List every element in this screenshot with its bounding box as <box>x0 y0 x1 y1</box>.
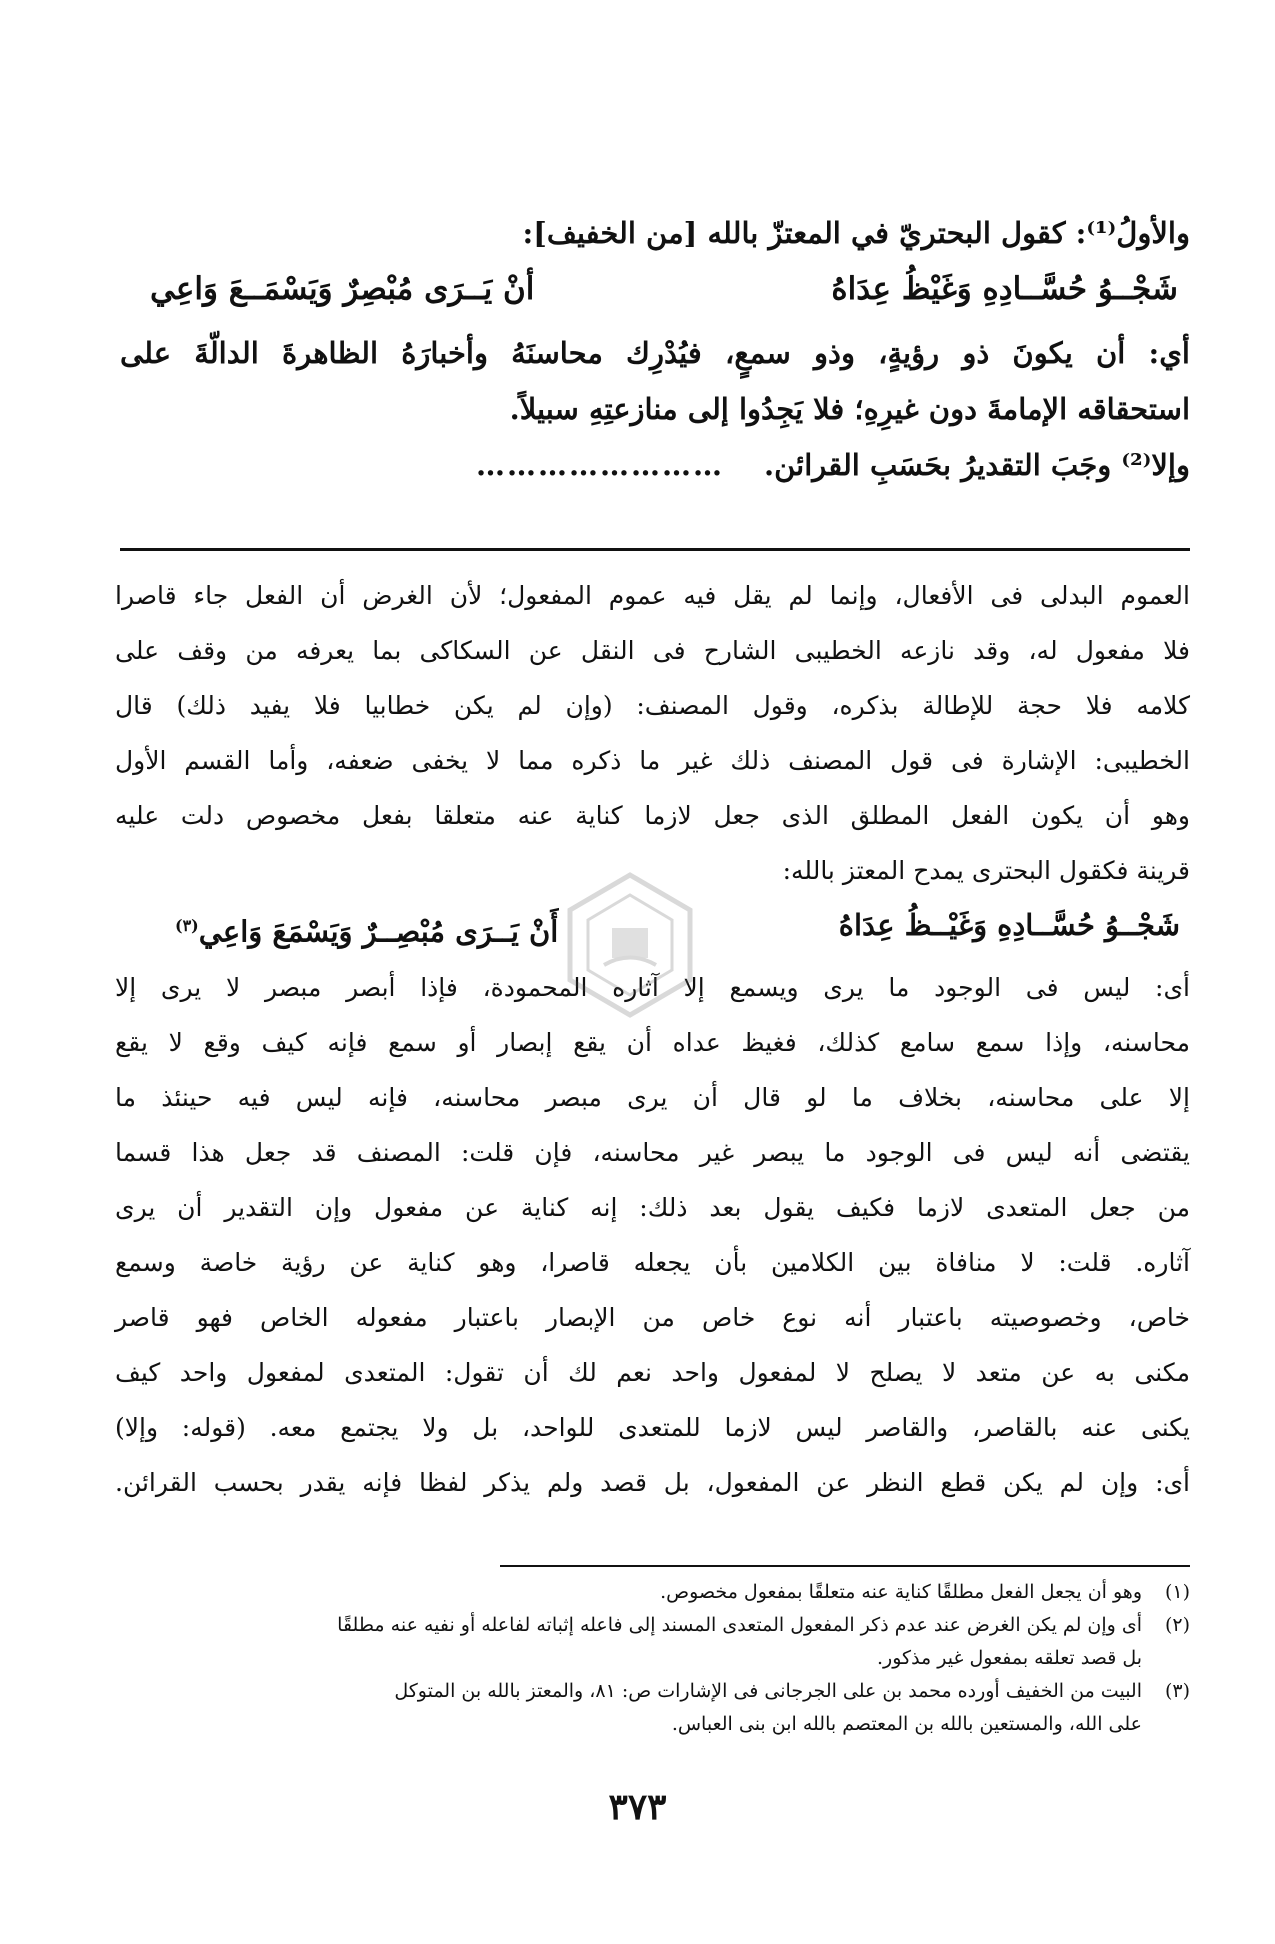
commentary-line: كلامه فلا حجة للإطالة بذكره، وقول المصنف: (وإن لم يكن خطابيا فلا يفيد ذلك) قال <box>115 691 1190 720</box>
commentary-line: آثاره. قلت: لا منافاة بين الكلامين بأن يجعله قاصرا، وهو كناية عن رؤية خاصة وسمع <box>115 1247 1190 1277</box>
closing-line <box>120 437 1190 493</box>
explanation-line: استحقاقه الإمامةَ دون غيرِهِ؛ فلا يَجِدُوا إلى منازعتِهِ سبيلاً. <box>509 392 1190 426</box>
footnote-number: (٣) <box>1164 1680 1190 1702</box>
commentary-line: أى: وإن لم يكن قطع النظر عن المفعول، بل قصد ولم يذكر لفظا فإنه يقدر بحسب القرائن. <box>115 1467 1190 1497</box>
footnote-text <box>115 1609 1142 1675</box>
footnote-item <box>115 1675 1190 1741</box>
footnote-line: وهو أن يجعل الفعل مطلقًا كناية عنه متعلقًا بمفعول مخصوص. <box>660 1581 1142 1603</box>
verse-second-hemistich: أنْ يَــرَى مُبْصِرٌ وَيَسْمَــعَ وَاعِي <box>150 271 535 307</box>
commentary-line: إلا على محاسنه، بخلاف ما لو قال أن يرى مبصر محاسنه، فإنه ليس فيه حينئذ ما <box>115 1082 1190 1112</box>
footnote-text <box>115 1675 1142 1741</box>
closing-text: وإلا⁽²⁾ وجَبَ التقديرُ بحَسَبِ القرائن. <box>764 448 1190 482</box>
main-verse <box>120 261 1190 317</box>
library-seal-watermark <box>560 870 700 1020</box>
commentary-line: خاص، وخصوصيته باعتبار أنه نوع خاص من الإبصار باعتبار مفعوله الخاص فهو قاصر <box>115 1302 1190 1332</box>
dotted-leader: …………………… <box>476 448 724 482</box>
commentary-line: يكنى عنه بالقاصر، والقاصر ليس لازما للمتعدى للواحد، بل ولا يجتمع معه. (قوله: وإلا) <box>115 1412 1190 1442</box>
footnote-line: البيت من الخفيف أورده محمد بن على الجرجانى فى الإشارات ص: ٨١، والمعتز بالله بن المتوكل <box>394 1680 1142 1702</box>
footnote-number: (١) <box>1164 1581 1190 1603</box>
commentary-line: قرينة فكقول البحترى يمدح المعتز بالله: <box>782 856 1190 885</box>
footnote-number: (٢) <box>1164 1614 1190 1636</box>
verse-second-hemistich: أَنْ يَــرَى مُبْصِــرٌ وَيَسْمَعَ وَاعِي <box>198 914 559 949</box>
footnote-item <box>115 1609 1190 1675</box>
commentary-line: وهو أن يكون الفعل المطلق الذى جعل لازما كناية عنه متعلقا بفعل مخصوص دلت عليه <box>115 801 1190 830</box>
commentary-line: يقتضى أنه ليس فى الوجود ما يبصر غير محاسنه، فإن قلت: المصنف قد جعل هذا قسما <box>115 1137 1190 1167</box>
commentary-line: مكنى به عن متعد لا يصلح لا لمفعول واحد نعم لك أن تقول: المتعدى لمفعول واحد كيف <box>115 1357 1190 1387</box>
footnote-line: على الله، والمستعين بالله بن المعتصم بالله ابن بنى العباس. <box>671 1713 1142 1735</box>
footnote-text <box>115 1576 1142 1609</box>
verse-first-hemistich: شَجْــوُ حُسَّــادِهِ وَغَيْظُ عِدَاهُ <box>831 271 1178 307</box>
footnote-line: أى وإن لم يكن الغرض عند عدم ذكر المفعول المتعدى المسند إلى فاعله إثباته لفاعله أو نفيه عنه مطلقًا <box>337 1614 1142 1636</box>
footnotes <box>115 1576 1190 1741</box>
commentary-line: أى: ليس فى الوجود ما يرى ويسمع إلا آثاره المحمودة، فإذا أبصر مبصر لا يرى إلا <box>115 972 1190 1002</box>
footnote-marker: (٣) <box>175 916 199 935</box>
commentary-line: فلا مفعول له، وقد نازعه الخطيبى الشارح فى النقل عن السكاكى بما يعرفه من وقف على <box>115 636 1190 665</box>
intro-line: والأولُ⁽¹⁾: كقول البحتريّ في المعتزّ بالله [من الخفيف]: <box>522 216 1190 250</box>
page-number: ٣٧٣ <box>608 1786 667 1828</box>
footnote-item <box>115 1576 1190 1609</box>
verse-first-hemistich: شَجْــوُ حُسَّــادِهِ وَغَيْــظُ عِدَاهُ <box>838 908 1180 942</box>
explanation-line: أي: أن يكونَ ذو رؤيةٍ، وذو سمعٍ، فيُدْرِك محاسنَهُ وأخبارَهُ الظاهرةَ الدالّةَ على <box>120 336 1190 370</box>
section-divider <box>120 548 1190 551</box>
commentary-line: العموم البدلى فى الأفعال، وإنما لم يقل فيه عموم المفعول؛ لأن الغرض أن الفعل جاء قاصرا <box>115 581 1190 610</box>
commentary-line: من جعل المتعدى لازما فكيف يقول بعد ذلك: إنه كناية عن مفعول وإن التقدير أن يرى <box>115 1192 1190 1222</box>
verse-second-hemistich-with-marker <box>175 898 558 960</box>
footnote-divider <box>500 1565 1190 1567</box>
commentary-text <box>115 568 1190 1510</box>
commentary-line: محاسنه، وإذا سمع سامع كذلك، فغيظ عداه أن يقع إبصار أو سمع فإنه كيف وقع لا يقع <box>115 1027 1190 1057</box>
footnote-line: بل قصد تعلقه بمفعول غير مذكور. <box>877 1647 1142 1669</box>
commentary-line: الخطيبى: الإشارة فى قول المصنف ذلك غير ما ذكره مما لا يخفى ضعفه، وأما القسم الأول <box>115 746 1190 775</box>
main-text <box>120 205 1190 493</box>
